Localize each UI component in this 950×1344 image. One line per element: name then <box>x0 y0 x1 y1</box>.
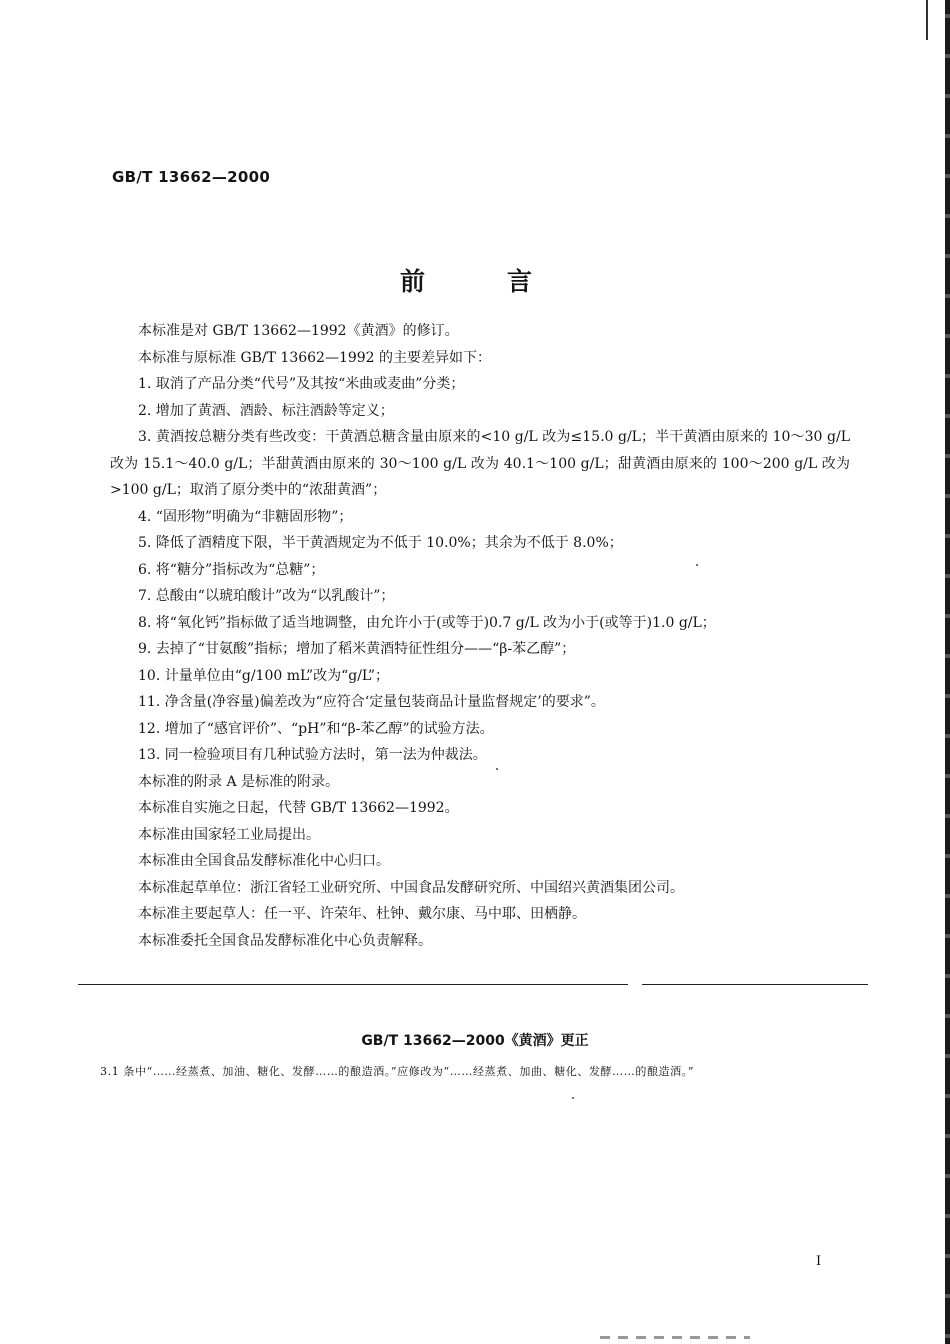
correction-title: GB/T 13662—2000《黄酒》更正 <box>361 1033 589 1049</box>
page-number: I <box>816 1254 822 1269</box>
preface-list-item: 12. 增加了“感官评价”、“pH”和“β-苯乙醇”的试验方法。 <box>138 720 494 737</box>
preface-paragraph: 本标准是对 GB/T 13662—1992《黄酒》的修订。 <box>138 323 459 339</box>
preface-list-item: 9. 去掉了“甘氨酸”指标；增加了稻米黄酒特征性组分——“β-苯乙醇”； <box>138 641 576 657</box>
preface-body <box>110 318 850 954</box>
preface-list-item: 13. 同一检验项目有几种试验方法时，第一法为仲裁法。 <box>138 747 487 763</box>
scan-bottom-artifact <box>600 1336 750 1339</box>
preface-list-item: 6. 将“糖分”指标改为“总糖”； <box>138 561 325 578</box>
section-divider <box>78 984 868 985</box>
scan-speck <box>496 768 498 770</box>
preface-list-item: 2. 增加了黄酒、酒龄、标注酒龄等定义； <box>138 402 394 419</box>
preface-title: 前言 <box>400 267 615 296</box>
standard-code-header: GB/T 13662—2000 <box>112 168 271 186</box>
preface-paragraph: 本标准主要起草人：任一平、许荣年、杜钟、戴尔康、马中耶、田栖静。 <box>138 906 586 922</box>
correction-text: 3.1 条中“……经蒸煮、加油、糖化、发酵……的酿造酒。”应修改为“……经蒸煮、加曲、糖化、发酵……的酿造酒。” <box>100 1065 695 1078</box>
preface-list-item: 8. 将“氧化钙”指标做了适当地调整，由允许小于(或等于)0.7 g/L 改为小于(或等于)1.0 g/L； <box>138 614 716 631</box>
scan-edge-artifact-small <box>926 0 928 40</box>
scan-speck <box>696 564 698 566</box>
preface-list-item: 11. 净含量(净容量)偏差改为“应符合‘定量包装商品计量监督规定’的要求”。 <box>138 694 605 710</box>
preface-paragraph: 本标准委托全国食品发酵标准化中心负责解释。 <box>138 932 432 949</box>
preface-list-item: 10. 计量单位由“g/100 mL”改为“g/L”； <box>138 667 390 684</box>
scan-edge-artifact <box>945 0 950 1344</box>
divider-gap <box>628 982 642 987</box>
preface-list-item: 1. 取消了产品分类“代号”及其按“米曲或麦曲”分类； <box>138 376 465 392</box>
preface-list-item: 3. 黄酒按总糖分类有些改变：干黄酒总糖含量由原来的<10 g/L 改为≤15.0 g/L；半干黄酒由原来的 10～30 g/L 改为 15.1～40.0 g/L；半甜黄酒由原来的 30～100 g/L 改为 40.1～100 g/L；甜黄酒由原来的 100～200 g/L 改为>100 g/L；取消了原分类中的“浓甜黄酒”； <box>110 429 850 498</box>
preface-paragraph: 本标准的附录 A 是标准的附录。 <box>138 773 340 790</box>
preface-paragraph: 本标准由全国食品发酵标准化中心归口。 <box>138 853 390 869</box>
scan-speck <box>572 1097 574 1099</box>
preface-list-item: 4. “固形物”明确为“非糖固形物”； <box>138 508 353 525</box>
preface-paragraph: 本标准起草单位：浙江省轻工业研究所、中国食品发酵研究所、中国绍兴黄酒集团公司。 <box>138 879 684 896</box>
preface-list-item: 5. 降低了酒精度下限，半干黄酒规定为不低于 10.0%；其余为不低于 8.0%； <box>138 535 623 551</box>
preface-paragraph: 本标准与原标准 GB/T 13662—1992 的主要差异如下： <box>138 349 492 366</box>
preface-paragraph: 本标准由国家轻工业局提出。 <box>138 826 320 843</box>
preface-paragraph: 本标准自实施之日起，代替 GB/T 13662—1992。 <box>138 800 459 816</box>
preface-list-item: 7. 总酸由“以琥珀酸计”改为“以乳酸计”； <box>138 588 395 604</box>
